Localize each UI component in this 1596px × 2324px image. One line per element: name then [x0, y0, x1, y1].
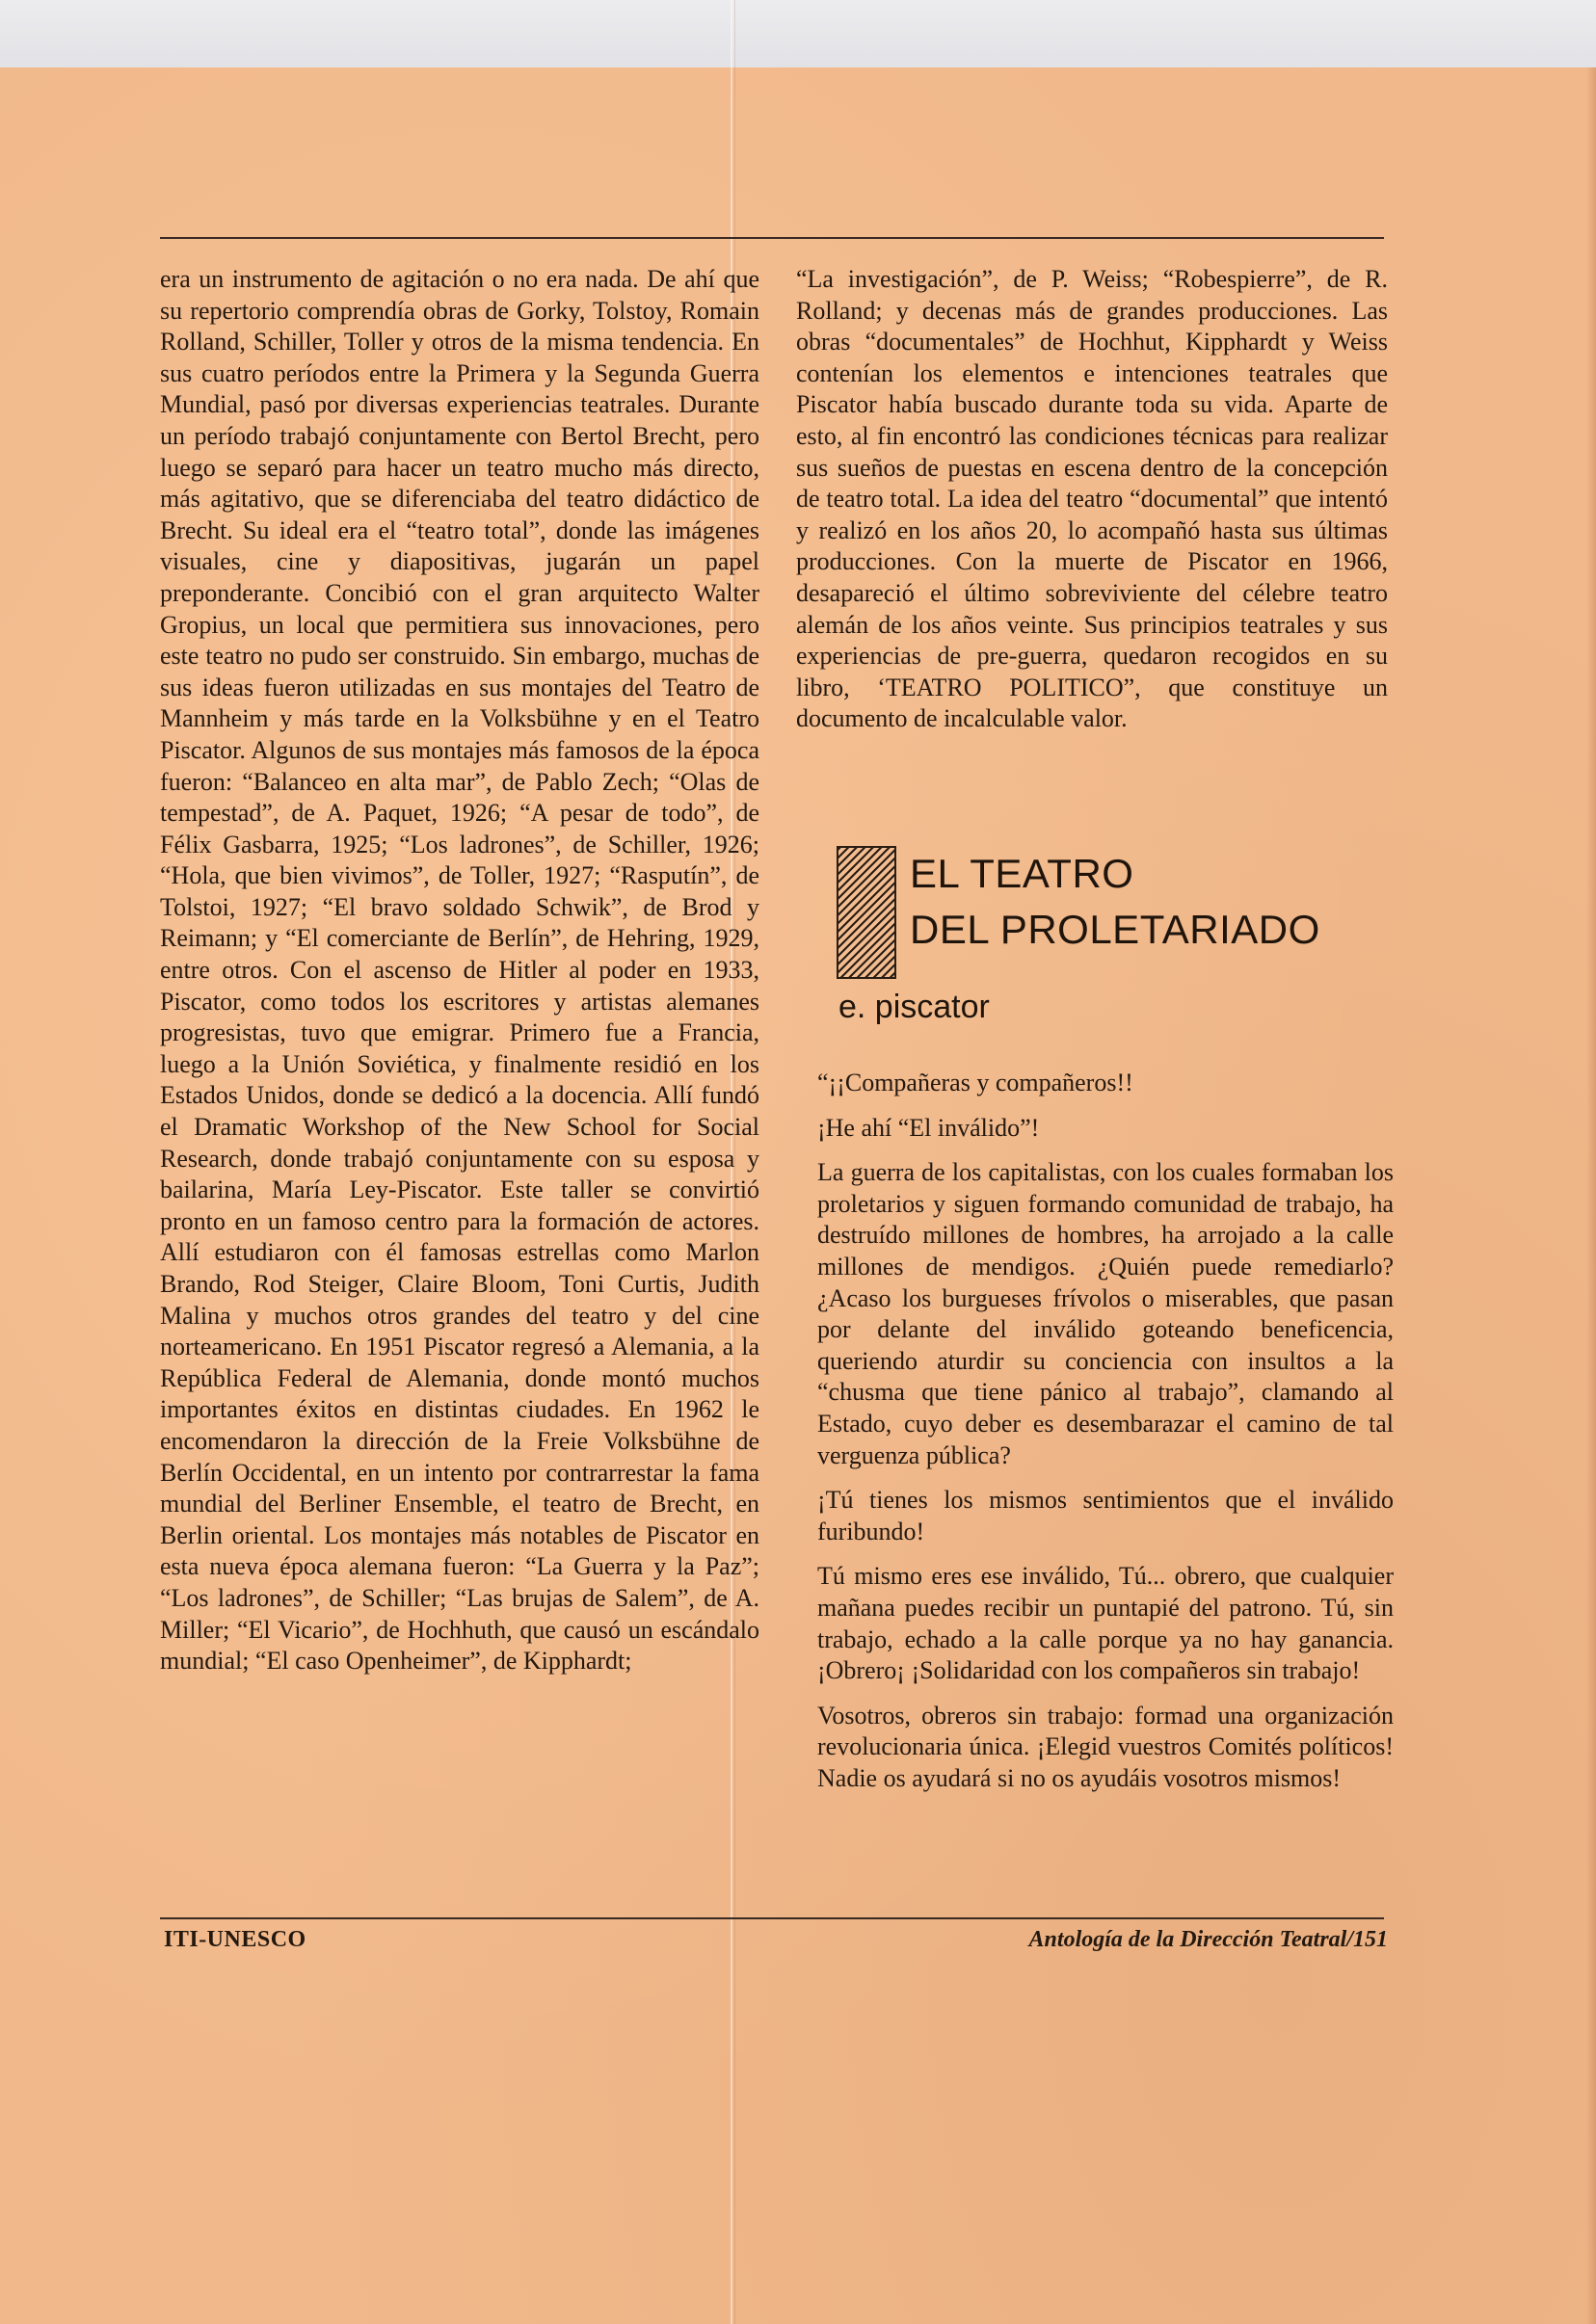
hatched-box-icon — [837, 846, 896, 979]
scan-background — [0, 0, 1596, 69]
right-column-top-text: “La investigación”, de P. Weiss; “Robespierre”, de R. Rolland; y decenas más de grandes producciones. Las obras “documentales” de Hochhut, Kipphardt y Weiss contenían los elementos e intenciones teatrales que Piscator había buscado durante toda su vida. Aparte de esto, al fin encontró las condiciones técnicas para realizar sus sueños de puestas en escena dentro de la concepción de teatro total. La idea del teatro “documental” que intentó y realizó en los años 20, lo acompañó hasta sus últimas producciones. Con la muerte de Piscator en 1966, desapareció el último sobreviviente del célebre teatro alemán de los años veinte. Sus principios teatrales y sus experiencias de pre-guerra, quedaron recogidos en su libro, ‘TEATRO POLITICO”, que constituye un documento de incalculable valor. — [796, 265, 1388, 733]
bottom-rule — [160, 1917, 1384, 1919]
section-author: e. piscator — [838, 989, 990, 1025]
section-title — [910, 846, 1392, 958]
section-title-line-2: DEL PROLETARIADO — [910, 907, 1320, 952]
left-column-text: era un instrumento de agitación o no era nada. De ahí que su repertorio comprendía obras de Gorky, Tolstoy, Romain Rolland, Schiller, Toller y otros de la misma tendencia. En sus cuatro períodos entre la Primera y la Segunda Guerra Mundial, pasó por diversas experiencias teatrales. Durante un período trabajó conjuntamente con Bertol Brecht, pero luego se separó para hacer un teatro mucho más directo, más agitativo, que se diferenciaba del teatro didáctico de Brecht. Su ideal era el “teatro total”, donde las imágenes visuales, cine y diapositivas, jugarán un papel preponderante. Concibió con el gran arquitecto Walter Gropius, un local que permitiera sus innovaciones, pero este teatro no pudo ser construido. Sin embargo, muchas de sus ideas fueron utilizadas en sus montajes del Teatro de Mannheim y más tarde en la Volksbühne y en el Teatro Piscator. Algunos de sus montajes más famosos de la época fueron: “Balanceo en alta mar”, de Pablo Zech; “Olas de tempestad”, de A. Paquet, 1926; “A pesar de todo”, de Félix Gasbarra, 1925; “Los ladrones”, de Schiller, 1926; “Hola, que bien vivimos”, de Toller, 1927; “Rasputín”, de Tolstoi, 1927; “El bravo soldado Schwik”, de Brod y Reimann; y “El comerciante de Berlín”, de Hehring, 1929, entre otros. Con el ascenso de Hitler al poder en 1933, Piscator, como todos los escritores y artistas alemanes progresistas, tuvo que emigrar. Primero fue a Francia, luego a la Unión Soviética, y finalmente residió en los Estados Unidos, donde se dedicó a la docencia. Allí fundó el Dramatic Workshop of the New School for Social Research, donde trabajó conjuntamente con su esposa y bailarina, María Ley-Piscator. Este taller se convirtió pronto en un famoso centro para la formación de actores. Allí estudiaron con él famosas estrellas como Marlon Brando, Rod Steiger, Claire Bloom, Toni Curtis, Judith Malina y muchos otros grandes del teatro y del cine norteamericano. En 1951 Piscator regresó a Alemania, a la República Federal de Alemania, donde montó muchos importantes éxitos en distintas ciudades. En 1962 le encomendaron la dirección de la Freie Volksbühne de Berlín Occidental, en un intento por contrarrestar la fama mundial del Berliner Ensemble, el teatro de Brecht, en Berlin oriental. Los montajes más notables de Piscator en esta nueva época alemana fueron: “La Guerra y la Paz”; “Los ladrones”, de Schiller; “Las brujas de Salem”, de A. Miller; “El Vicario”, de Hochhuth, que causó un escándalo mundial; “El caso Openheimer”, de Kipphardt; — [160, 265, 759, 1676]
paragraph-5: Tú mismo eres ese inválido, Tú... obrero, que cualquier mañana puedes recibir un puntapié del patrono. Tú, sin trabajo, echado a la calle porque ya no hay ganancia. ¡Obrero¡ ¡Solidaridad con los compañeros sin trabajo! — [817, 1562, 1394, 1685]
paragraph-1: “¡¡Compañeras y compañeros!! — [817, 1069, 1133, 1096]
section-title-line-1: EL TEATRO — [910, 851, 1134, 896]
right-column-bottom — [804, 1068, 1394, 1808]
footer-page-label: Antología de la Dirección Teatral/151 — [1028, 1927, 1388, 1952]
left-column — [160, 264, 759, 1677]
top-rule — [160, 237, 1384, 239]
page-edge-shadow — [1586, 67, 1596, 2324]
footer-publisher: ITI-UNESCO — [164, 1927, 306, 1952]
paragraph-3: La guerra de los capitalistas, con los cuales formaban los proletarios y siguen formando comunidad de trabajo, ha destruído millones de hombres, ha arrojado a la calle millones de mendigos. ¿Quién puede remediarlo? ¿Acaso los burgueses frívolos o miserables, que pasan por delante del inválido goteando beneficencia, queriendo aturdir su conciencia con insultos a la “chusma que tiene pánico al trabajo”, clamando al Estado, cuyo deber es desembarazar el camino de tal verguenza pública? — [817, 1158, 1394, 1469]
paragraph-6: Vosotros, obreros sin trabajo: formad una organización revolucionaria única. ¡Elegid vuestros Comités políticos! Nadie os ayudará si no os ayudáis vosotros mismos! — [817, 1701, 1394, 1792]
paragraph-2: ¡He ahí “El inválido”! — [817, 1113, 1040, 1142]
paragraph-4: ¡Tú tienes los mismos sentimientos que el inválido furibundo! — [817, 1486, 1394, 1545]
right-column-top — [796, 264, 1388, 735]
section-heading — [837, 846, 1376, 1039]
